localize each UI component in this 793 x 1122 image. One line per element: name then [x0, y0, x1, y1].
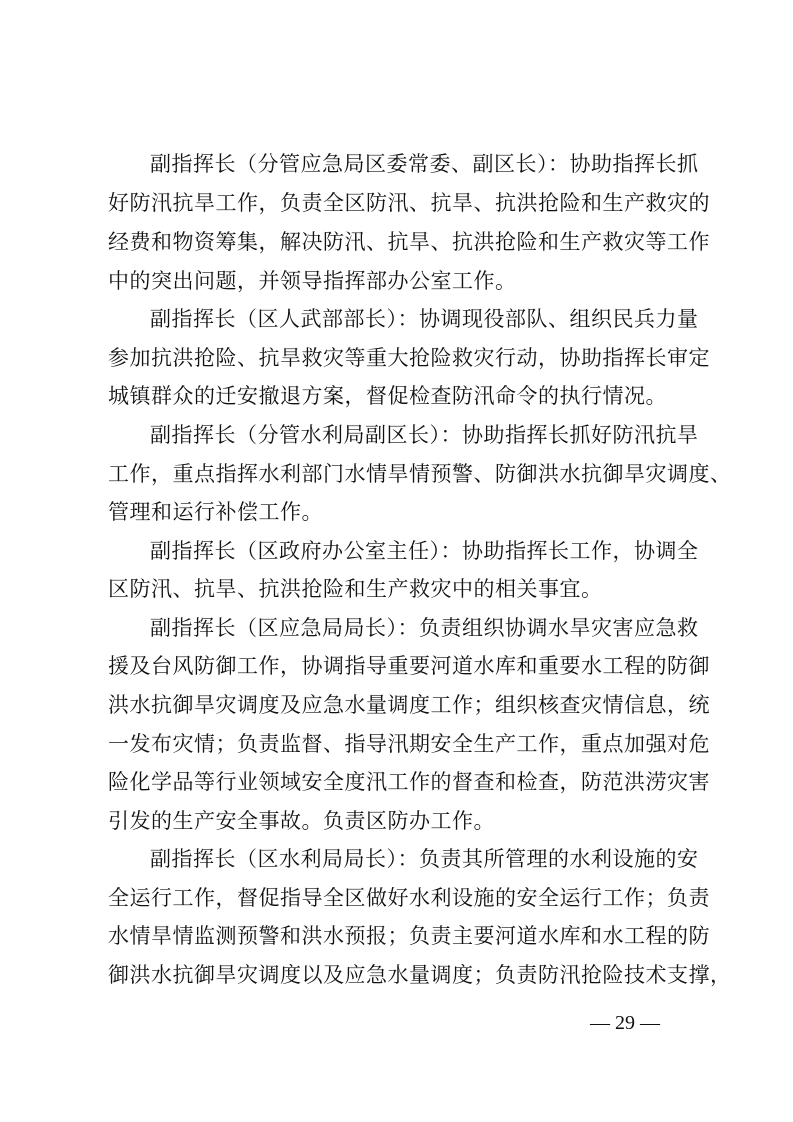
body-text-line: 管理和运行补偿工作。 [108, 500, 323, 524]
body-text-line: 副指挥长（区政府办公室主任）：协助指挥长工作，协调全 [150, 539, 699, 563]
body-text-line: 引发的生产安全事故。负责区防办工作。 [108, 809, 495, 833]
body-text-line: 参加抗洪抢险、抗旱救灾等重大抢险救灾行动，协助指挥长审定 [108, 346, 710, 370]
body-text-line: 中的突出问题，并领导指挥部办公室工作。 [108, 269, 517, 293]
body-text-line: 城镇群众的迁安撤退方案，督促检查防汛命令的执行情况。 [108, 384, 667, 408]
body-text-line: 险化学品等行业领域安全度汛工作的督查和检查，防范洪涝灾害 [108, 770, 710, 794]
body-text-line: 水情旱情监测预警和洪水预报；负责主要河道水库和水工程的防 [108, 924, 710, 948]
body-text-line: 经费和物资筹集，解决防汛、抗旱、抗洪抢险和生产救灾等工作 [108, 230, 710, 254]
body-text-line: 工作，重点指挥水利部门水情旱情预警、防御洪水抗御旱灾调度、 [108, 462, 732, 486]
body-text-line: 区防汛、抗旱、抗洪抢险和生产救灾中的相关事宜。 [108, 577, 603, 601]
body-text-line: 全运行工作，督促指导全区做好水利设施的安全运行工作；负责 [108, 886, 710, 910]
page-number: — 29 — [590, 1012, 660, 1034]
body-text-line: 副指挥长（区水利局局长）：负责其所管理的水利设施的安 [150, 847, 699, 871]
body-text-line: 副指挥长（区应急局局长）：负责组织协调水旱灾害应急救 [150, 616, 699, 640]
body-text-line: 副指挥长（分管应急局区委常委、副区长）：协助指挥长抓 [150, 152, 699, 176]
body-text-line: 一发布灾情；负责监督、指导汛期安全生产工作，重点加强对危 [108, 732, 710, 756]
body-text-line: 洪水抗御旱灾调度及应急水量调度工作；组织核查灾情信息，统 [108, 693, 710, 717]
body-text-line: 援及台风防御工作，协调指导重要河道水库和重要水工程的防御 [108, 654, 710, 678]
body-text-line: 副指挥长（区人武部部长）：协调现役部队、组织民兵力量 [150, 307, 699, 331]
body-text-line: 御洪水抗御旱灾调度以及应急水量调度；负责防汛抢险技术支撑， [108, 963, 732, 987]
body-text-line: 好防汛抗旱工作，负责全区防汛、抗旱、抗洪抢险和生产救灾的 [108, 191, 710, 215]
body-text-line: 副指挥长（分管水利局副区长）：协助指挥长抓好防汛抗旱 [150, 423, 699, 447]
